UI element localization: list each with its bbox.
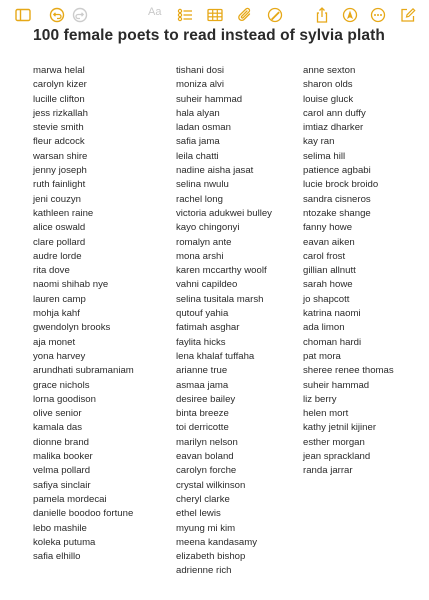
poet-name: stevie smith <box>33 122 84 134</box>
poet-name: adrienne rich <box>176 565 232 577</box>
poet-name: lorna goodison <box>33 393 96 405</box>
poet-name: binta breeze <box>176 408 229 420</box>
poet-name: fleur adcock <box>33 136 85 148</box>
poet-name: kayo chingonyi <box>176 222 240 234</box>
poet-name: kathleen raine <box>33 207 94 219</box>
poet-name: gwendolyn brooks <box>33 322 111 334</box>
poet-name: ntozake shange <box>303 207 371 219</box>
poet-name: grace nichols <box>33 379 90 391</box>
poet-name: jo shapcott <box>303 293 350 305</box>
note-title: 100 female poets to read instead of sylvia plath <box>33 27 385 44</box>
poet-list-column-2 <box>176 64 272 579</box>
poet-name: sharon olds <box>303 79 353 91</box>
poet-name: suheir hammad <box>176 93 243 105</box>
poet-name: selina nwulu <box>176 179 229 191</box>
poet-name: warsan shire <box>33 150 88 162</box>
attachment-icon[interactable] <box>236 6 254 24</box>
poet-name: eavan boland <box>176 451 234 463</box>
poet-name: danielle boodoo fortune <box>33 508 134 520</box>
poet-name: lucie brock broido <box>303 179 379 191</box>
poet-name: eavan aiken <box>303 236 355 248</box>
poet-name: jess rizkallah <box>33 107 88 119</box>
more-icon[interactable] <box>369 6 387 24</box>
poet-name: selina tusitala marsh <box>176 293 264 305</box>
poet-name: gillian allnutt <box>303 265 356 277</box>
poet-name: hala alyan <box>176 107 220 119</box>
poet-name: ruth fainlight <box>33 179 86 191</box>
poet-name: tishani dosi <box>176 65 224 76</box>
poet-name: safiya sinclair <box>33 479 91 491</box>
poet-name: koleka putuma <box>33 536 96 548</box>
poet-name: esther morgan <box>303 436 365 448</box>
poet-list-column-3 <box>303 64 394 479</box>
poet-name: desiree bailey <box>176 393 236 405</box>
poet-name: sheree renee thomas <box>303 365 394 377</box>
poet-name: clare pollard <box>33 236 86 248</box>
poet-name: yona harvey <box>33 350 86 362</box>
poet-name: fanny howe <box>303 222 353 234</box>
poet-name: lebo mashile <box>33 522 87 534</box>
poet-name: kamala das <box>33 422 83 434</box>
poet-name: nadine aisha jasat <box>176 165 254 177</box>
compose-icon[interactable] <box>399 6 417 24</box>
poet-list-column-1 <box>33 64 134 564</box>
poet-name: carol frost <box>303 250 346 262</box>
poet-name: arianne true <box>176 365 228 377</box>
poet-name: karen mccarthy woolf <box>176 265 267 277</box>
navigate-icon[interactable] <box>341 6 359 24</box>
poet-name: fatimah asghar <box>176 322 240 334</box>
poet-name: velma pollard <box>33 465 91 477</box>
poet-name: sarah howe <box>303 279 353 291</box>
poet-name: faylita hicks <box>176 336 226 348</box>
poet-name: pamela mordecai <box>33 493 107 505</box>
poet-name: vahni capildeo <box>176 279 238 291</box>
toolbar <box>0 0 429 30</box>
poet-name: selima hill <box>303 150 346 162</box>
poet-name: pat mora <box>303 350 341 362</box>
poet-name: carolyn forche <box>176 465 237 477</box>
poet-name: anne sexton <box>303 65 356 76</box>
markup-icon[interactable] <box>266 6 284 24</box>
poet-name: suheir hammad <box>303 379 370 391</box>
poet-name: louise gluck <box>303 93 354 105</box>
poet-name: malika booker <box>33 451 93 463</box>
poet-name: dionne brand <box>33 436 90 448</box>
poet-name: elizabeth bishop <box>176 551 246 563</box>
poet-name: marilyn nelson <box>176 436 238 448</box>
poet-name: toi derricotte <box>176 422 229 434</box>
undo-icon[interactable] <box>48 6 66 24</box>
poet-name: sandra cisneros <box>303 193 371 205</box>
poet-name: moniza alvi <box>176 79 224 91</box>
poet-name: alice oswald <box>33 222 86 234</box>
poet-name: cheryl clarke <box>176 493 230 505</box>
poet-name: liz berry <box>303 393 337 405</box>
poet-name: romalyn ante <box>176 236 232 248</box>
sidebar-icon[interactable] <box>14 6 32 24</box>
table-icon[interactable] <box>206 6 224 24</box>
poet-name: audre lorde <box>33 250 82 262</box>
poet-name: ethel lewis <box>176 508 221 520</box>
poet-name: rita dove <box>33 265 70 277</box>
poet-name: qutouf yahia <box>176 308 229 320</box>
poet-name: leila chatti <box>176 150 219 162</box>
poet-name: asmaa jama <box>176 379 229 391</box>
poet-name: kay ran <box>303 136 335 148</box>
poet-name: olive senior <box>33 408 82 420</box>
poet-name: rachel long <box>176 193 223 205</box>
redo-icon[interactable] <box>71 6 89 24</box>
poet-name: crystal wilkinson <box>176 479 246 491</box>
poet-name: naomi shihab nye <box>33 279 109 291</box>
poet-name: randa jarrar <box>303 465 353 477</box>
poet-name: lucille clifton <box>33 93 85 105</box>
share-icon[interactable] <box>313 6 331 24</box>
poet-name: safia jama <box>176 136 220 148</box>
checklist-icon[interactable] <box>176 6 194 24</box>
poet-name: imtiaz dharker <box>303 122 364 134</box>
poet-name: helen mort <box>303 408 349 420</box>
poet-name: mohja kahf <box>33 308 80 320</box>
format-button[interactable]: Aa <box>148 6 162 18</box>
poet-name: lauren camp <box>33 293 86 305</box>
poet-name: safia elhillo <box>33 551 81 563</box>
poet-name: carol ann duffy <box>303 107 366 119</box>
poet-name: mona arshi <box>176 250 224 262</box>
poet-name: katrina naomi <box>303 308 361 320</box>
poet-name: arundhati subramaniam <box>33 365 134 377</box>
poet-name: choman hardi <box>303 336 362 348</box>
poet-name: carolyn kizer <box>33 79 87 91</box>
poet-name: patience agbabi <box>303 165 371 177</box>
poet-name: marwa helal <box>33 65 85 76</box>
poet-name: myung mi kim <box>176 522 236 534</box>
poet-name: kathy jetnil kijiner <box>303 422 377 434</box>
poet-name: victoria adukwei bulley <box>176 207 272 219</box>
poet-name: meena kandasamy <box>176 536 258 548</box>
poet-name: ladan osman <box>176 122 231 134</box>
poet-name: jenny joseph <box>33 165 87 177</box>
poet-name: jean sprackland <box>303 451 371 463</box>
poet-name: jeni couzyn <box>33 193 81 205</box>
poet-name: ada limon <box>303 322 345 334</box>
poet-name: aja monet <box>33 336 76 348</box>
poet-name: lena khalaf tuffaha <box>176 350 255 362</box>
